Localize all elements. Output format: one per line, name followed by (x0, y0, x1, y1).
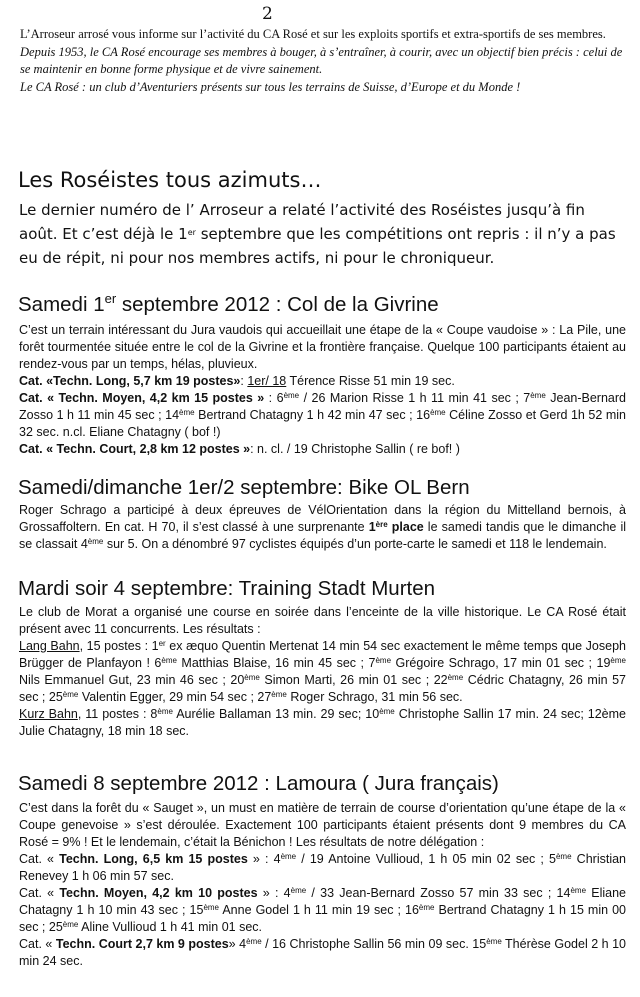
event-title-givrine: Samedi 1er septembre 2012 : Col de la Givrine (18, 291, 439, 316)
section-title: Les Roséistes tous azimuts… (18, 168, 322, 192)
result-lang-bahn: Lang Bahn, 15 postes : 1er ex æquo Quentin Mertenat 14 min 54 sec exactement le même temps que Joseph Brügger de Planfayon ! 6ème Matthias Blaise, 16 min 45 sec ; 7ème Grégoire Schrago, 17 min 01 sec ; 19ème Nils Emmanuel Gut, 23 min 46 sec ; 20ème Simon Marti, 26 min 01 sec ; 22ème Cédric Chatagny, 26 min 57 sec ; 25ème Valentin Egger, 29 min 54 sec ; 27ème Roger Schrago, 31 min 56 sec. (19, 639, 626, 704)
intro-line-3: Le CA Rosé : un club d’Aventuriers présents sur tous les terrains de Suisse, d’Europe et du Monde ! (20, 79, 521, 94)
event-body-givrine: C’est un terrain intéressant du Jura vaudois qui accueillait une étape de la « Coupe vaudoise » : La Pile, une forêt tourmentée située entre le col de la Givrine et la frontière française. Quelque 100 participants étaient au rendez-vous par un temps, hélas, pluvieux. Cat. «Techn. Long, 5,7 km 19 postes»: 1er/ 18 Térence Risse 51 min 19 sec. Cat. « Techn. Moyen, 4,2 km 15 postes » : 6ème / 26 Marion Risse 1 h 11 min 41 sec ; 7ème Jean-Bernard Zosso 1 h 11 min 45 sec ; 14ème Bertrand Chatagny 1 h 42 min 47 sec ; 16ème Céline Zosso et Gerd 1h 52 min 32 sec. n.cl. Eliane Chatagny ( bof !) Cat. « Techn. Court, 2,8 km 12 postes »: n. cl. / 19 Christophe Sallin ( re bof! ) (19, 323, 626, 456)
result-moyen: Cat. « Techn. Moyen, 4,2 km 15 postes » : 6ème / 26 Marion Risse 1 h 11 min 41 sec ; 7ème Jean-Bernard Zosso 1 h 11 min 45 sec ; 14ème Bertrand Chatagny 1 h 42 min 47 sec ; 16ème Céline Zosso et Gerd 1h 52 min 32 sec. n.cl. Eliane Chatagny ( bof !) (19, 391, 626, 439)
result-court: Cat. « Techn. Court, 2,8 km 12 postes »: n. cl. / 19 Christophe Sallin ( re bof! ) (19, 442, 460, 456)
intro-line-1: L’Arroseur arrosé vous informe sur l’activité du CA Rosé et sur les exploits sportifs et extra-sportifs de ses membres. (20, 27, 606, 41)
result-long: Cat. «Techn. Long, 5,7 km 19 postes»: 1er/ 18 Térence Risse 51 min 19 sec. (19, 374, 455, 388)
result-long: Cat. « Techn. Long, 6,5 km 15 postes » : 4ème / 19 Antoine Vullioud, 1 h 05 min 02 sec ; 5ème Christian Renevey 1 h 06 min 57 sec. (19, 852, 626, 883)
event-title-bike: Samedi/dimanche 1er/2 septembre: Bike OL Bern (18, 476, 470, 499)
event-body-bike: Roger Schrago a participé à deux épreuves de VélOrientation dans la région du Mittelland bernois, à Grossaffoltern. En cat. H 70, il s’est classé à une surprenante 1ère place le samedi tandis que le dimanche il se classait 4ème sur 5. On a dénombré 97 cyclistes équipés d’un porte-carte le samedi et 118 le lendemain. (19, 503, 627, 551)
result-kurz-bahn: Kurz Bahn, 11 postes : 8ème Aurélie Ballaman 13 min. 29 sec; 10ème Christophe Sallin 17 min. 24 sec; 12ème Julie Chatagny, 18 min 18 sec. (19, 707, 626, 738)
result-court: Cat. « Techn. Court 2,7 km 9 postes» 4ème / 16 Christophe Sallin 56 min 09 sec. 15ème Thérèse Godel 2 h 10 min 24 sec. (19, 937, 626, 968)
intro-block (20, 26, 626, 96)
page-number: 2 (262, 4, 273, 24)
section-lead: Le dernier numéro de l’ Arroseur a relaté l’activité des Roséistes jusqu’à fin août. Et c’est déjà le 1er septembre que les compétitions ont repris : il n’y a pas eu de répit, ni pour nos membres actifs, ni pour le chroniqueur. (19, 201, 616, 267)
event-title-murten: Mardi soir 4 septembre: Training Stadt Murten (18, 577, 436, 600)
intro-line-2: Depuis 1953, le CA Rosé encourage ses membres à bouger, à s’entraîner, à courir, avec un objectif bien précis : celui de se maintenir en bonne forme physique et de vivre sainement. (20, 44, 623, 76)
event-title-lamoura: Samedi 8 septembre 2012 : Lamoura ( Jura français) (18, 772, 499, 795)
result-moyen: Cat. « Techn. Moyen, 4,2 km 10 postes » : 4ème / 33 Jean-Bernard Zosso 57 min 33 sec ; 14ème Eliane Chatagny 1 h 10 min 43 sec ; 15ème Anne Godel 1 h 11 min 19 sec ; 16ème Bertrand Chatagny 1 h 15 min 00 sec ; 25ème Aline Vullioud 1 h 41 min 01 sec. (19, 886, 626, 934)
event-body-lamoura: C’est dans la forêt du « Sauget », un must en matière de terrain de course d’orientation qu’une étape de la « Coupe genevoise » s’est déroulée. Exactement 100 participants étaient présents dont 9 membres du CA Rosé = 9% ! Et le lendemain, c’était la Bénichon ! Les résultats de notre délégation : Cat. « Techn. Long, 6,5 km 15 postes » : 4ème / 19 Antoine Vullioud, 1 h 05 min 02 sec ; 5ème Christian Renevey 1 h 06 min 57 sec. Cat. « Techn. Moyen, 4,2 km 10 postes » : 4ème / 33 Jean-Bernard Zosso 57 min 33 sec ; 14ème Eliane Chatagny 1 h 10 min 43 sec ; 15ème Anne Godel 1 h 11 min 19 sec ; 16ème Bertrand Chatagny 1 h 15 min 00 sec ; 25ème Aline Vullioud 1 h 41 min 01 sec. Cat. « Techn. Court 2,7 km 9 postes» 4ème / 16 Christophe Sallin 56 min 09 sec. 15ème Thérèse Godel 2 h 10 min 24 sec. (19, 801, 626, 968)
event-body-murten: Le club de Morat a organisé une course en soirée dans l’enceinte de la ville historique. Le CA Rosé était présent avec 11 concurrents. Les résultats : Lang Bahn, 15 postes : 1er ex æquo Quentin Mertenat 14 min 54 sec exactement le même temps que Joseph Brügger de Planfayon ! 6ème Matthias Blaise, 16 min 45 sec ; 7ème Grégoire Schrago, 17 min 01 sec ; 19ème Nils Emmanuel Gut, 23 min 46 sec ; 20ème Simon Marti, 26 min 01 sec ; 22ème Cédric Chatagny, 26 min 57 sec ; 25ème Valentin Egger, 29 min 54 sec ; 27ème Roger Schrago, 31 min 56 sec. Kurz Bahn, 11 postes : 8ème Aurélie Ballaman 13 min. 29 sec; 10ème Christophe Sallin 17 min. 24 sec; 12ème Julie Chatagny, 18 min 18 sec. (19, 605, 626, 738)
